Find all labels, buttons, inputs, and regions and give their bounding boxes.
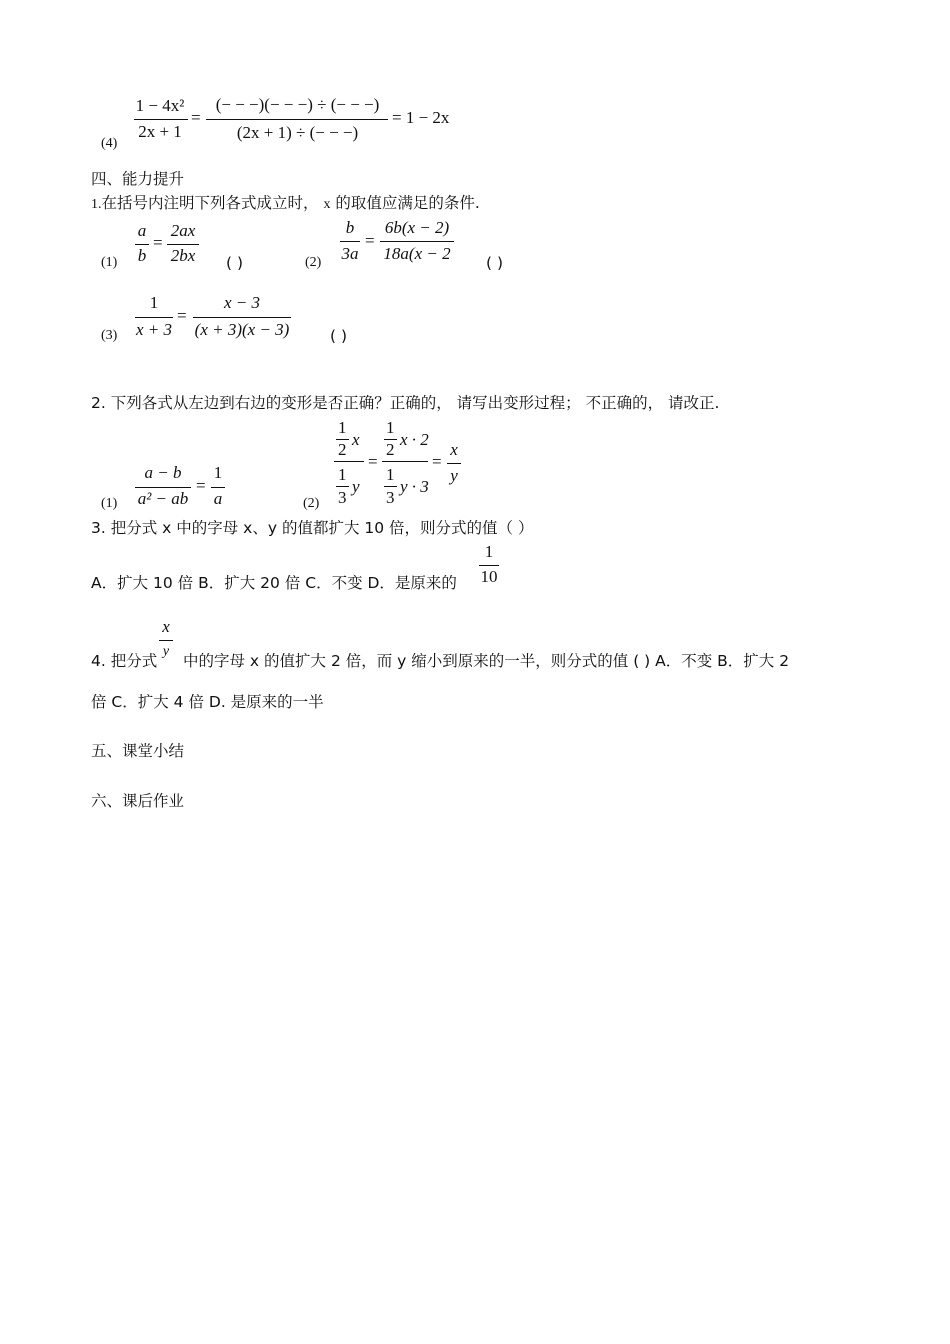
product-term: y · 3 <box>400 477 429 496</box>
fraction-denominator: y <box>450 466 458 485</box>
fraction-denominator: (x + 3)(x − 3) <box>194 320 290 339</box>
fraction-numerator: x − 3 <box>223 293 261 312</box>
fraction-denominator: a <box>213 489 223 508</box>
fraction-bar <box>384 486 397 487</box>
fraction-denominator: 2x + 1 <box>138 122 182 141</box>
section-title: 四、能力提升 <box>91 170 185 188</box>
answer-blank[interactable]: ( ) <box>226 254 244 272</box>
answer-blank[interactable]: ( ) <box>486 254 504 272</box>
fraction-bar <box>135 487 191 488</box>
fraction-numerator: 1 <box>386 418 395 437</box>
equals-sign: = <box>365 231 375 250</box>
equals-sign: = <box>196 476 206 495</box>
question-stem: 1.在括号内注明下列各式成立时， x 的取值应满足的条件. <box>91 194 480 212</box>
item-label: (1) <box>101 255 118 270</box>
fraction-denominator: x + 3 <box>135 320 173 339</box>
result-expression: = 1 − 2x <box>392 108 450 127</box>
fraction-denominator: 2 <box>386 440 395 459</box>
fraction-denominator: y <box>162 644 170 659</box>
item-label: (2) <box>305 255 322 270</box>
equals-sign: = <box>177 306 187 325</box>
fraction-bar <box>135 317 173 318</box>
question-stem-continued: 中的字母 x 的值扩大 2 倍，而 y 缩小到原来的一半，则分式的值 ( ) A．不变 B．扩大 2 <box>183 652 790 670</box>
fraction-numerator: (− − −)(− − −) ÷ (− − −) <box>215 95 380 114</box>
fraction-numerator: a <box>137 221 147 240</box>
product-term: x · 2 <box>400 430 429 449</box>
equals-sign: = <box>153 233 163 252</box>
main-fraction-bar <box>382 461 428 462</box>
fraction-bar <box>135 244 149 245</box>
section-title: 六、课后作业 <box>91 792 185 810</box>
equals-sign: = <box>191 108 201 127</box>
item-label: (1) <box>101 496 118 511</box>
item-label: (2) <box>303 496 320 511</box>
variable: y <box>352 477 360 496</box>
item-label: (3) <box>101 328 118 343</box>
fraction-denominator: 10 <box>480 567 498 586</box>
main-fraction-bar <box>334 461 364 462</box>
fraction-bar <box>211 487 225 488</box>
fraction-numerator: x <box>162 617 170 636</box>
fraction-bar <box>134 119 188 120</box>
fraction-bar <box>193 317 291 318</box>
answer-blank[interactable]: ( ) <box>330 327 348 345</box>
fraction-bar <box>380 241 454 242</box>
fraction-numerator: 1 − 4x² <box>135 96 185 115</box>
fraction-denominator: 18a(x − 2 <box>383 244 451 263</box>
answer-options: A．扩大 10 倍 B．扩大 20 倍 C．不变 D．是原来的 <box>91 574 457 592</box>
fraction-numerator: 1 <box>338 465 347 484</box>
fraction-bar <box>206 119 388 120</box>
question-stem: 4. 把分式 <box>91 652 158 670</box>
fraction-denominator: 2bx <box>170 246 196 265</box>
fraction-denominator: a² − ab <box>137 489 189 508</box>
fraction-denominator: 3 <box>338 488 347 507</box>
equals-sign: = <box>368 452 378 471</box>
fraction-numerator: a − b <box>144 463 182 482</box>
fraction-bar <box>340 241 360 242</box>
section-title: 五、课堂小结 <box>91 742 185 760</box>
variable: x <box>352 430 360 449</box>
fraction-numerator: 2ax <box>170 221 196 240</box>
fraction-numerator: 1 <box>484 542 494 561</box>
fraction-denominator: b <box>137 246 147 265</box>
equals-sign: = <box>432 452 442 471</box>
fraction-numerator: 1 <box>149 293 159 312</box>
question-stem: 2. 下列各式从左边到右边的变形是否正确？正确的， 请写出变形过程； 不正确的， 请改正. <box>91 394 720 412</box>
fraction-bar <box>167 244 199 245</box>
fraction-bar <box>447 463 461 464</box>
fraction-numerator: 1 <box>338 418 347 437</box>
fraction-numerator: 1 <box>213 463 223 482</box>
question-stem-continued: 倍 C．扩大 4 倍 D. 是原来的一半 <box>91 693 324 711</box>
question-stem: 3. 把分式 x 中的字母 x、y 的值都扩大 10 倍，则分式的值（ ） <box>91 519 534 537</box>
fraction-denominator: 3 <box>386 488 395 507</box>
item-label: (4) <box>101 136 118 151</box>
fraction-numerator: 6b(x − 2) <box>384 218 450 237</box>
fraction-bar <box>159 640 173 641</box>
fraction-denominator: (2x + 1) ÷ (− − −) <box>236 123 359 142</box>
fraction-numerator: 1 <box>386 465 395 484</box>
fraction-denominator: 2 <box>338 440 347 459</box>
fraction-bar <box>479 565 499 566</box>
fraction-bar <box>336 486 349 487</box>
fraction-numerator: b <box>345 218 355 237</box>
fraction-denominator: 3a <box>341 244 359 263</box>
fraction-numerator: x <box>450 440 458 459</box>
